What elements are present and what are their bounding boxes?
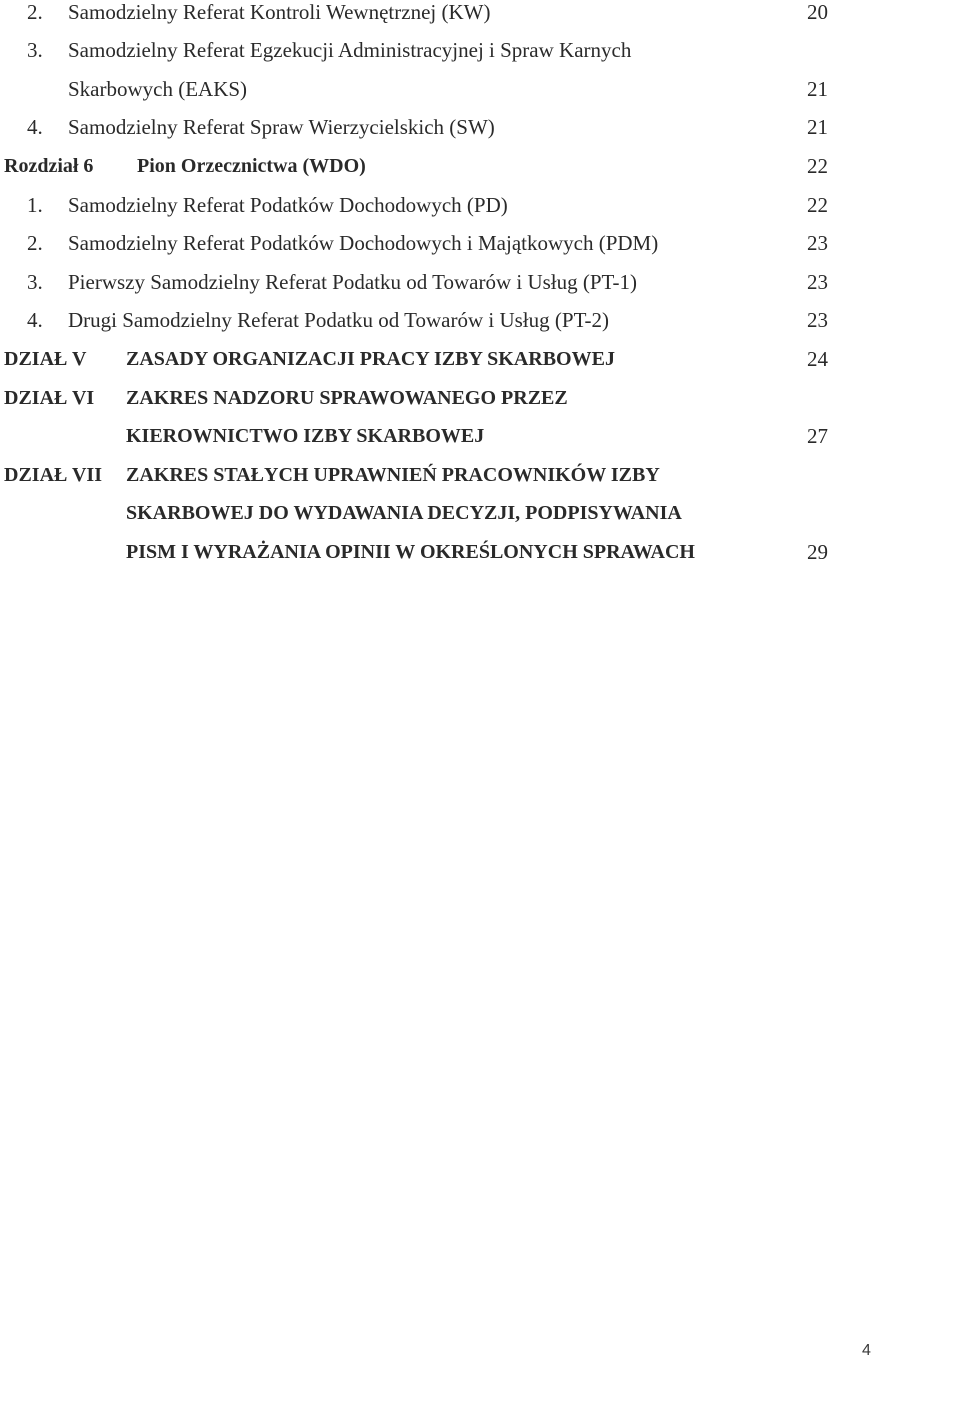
entry-page: 20 xyxy=(807,0,828,24)
entry-number: 3. xyxy=(27,38,43,62)
entry-title: Pierwszy Samodzielny Referat Podatku od Towarów i Usług (PT-1) xyxy=(68,270,637,294)
entry-number: 4. xyxy=(27,308,43,332)
toc-chapter xyxy=(0,151,960,181)
entry-number: 2. xyxy=(27,231,43,255)
entry-title: Samodzielny Referat Kontroli Wewnętrznej (KW) xyxy=(68,0,491,24)
entry-number: 3. xyxy=(27,270,43,294)
toc-entry xyxy=(0,35,960,65)
entry-page: 29 xyxy=(807,540,828,564)
toc-entry xyxy=(0,112,960,142)
page-number: 4 xyxy=(862,1342,871,1359)
toc-section-continuation xyxy=(0,421,960,451)
entry-number: 4. xyxy=(27,115,43,139)
toc-entry xyxy=(0,228,960,258)
entry-title: Samodzielny Referat Egzekucji Administracyjnej i Spraw Karnych xyxy=(68,38,632,62)
toc-section xyxy=(0,383,960,413)
section-title: ZASADY ORGANIZACJI PRACY IZBY SKARBOWEJ xyxy=(126,348,615,370)
toc-section xyxy=(0,344,960,374)
toc-entry xyxy=(0,190,960,220)
toc-entry-continuation xyxy=(0,74,960,104)
toc-entry xyxy=(0,305,960,335)
entry-page: 21 xyxy=(807,77,828,101)
entry-number: 1. xyxy=(27,193,43,217)
entry-page: 22 xyxy=(807,154,828,178)
toc-section-continuation xyxy=(0,498,960,528)
section-label: DZIAŁ VII xyxy=(4,464,102,486)
entry-title: Skarbowych (EAKS) xyxy=(68,77,248,101)
entry-page: 23 xyxy=(807,231,828,255)
entry-page: 27 xyxy=(807,424,828,448)
entry-page: 22 xyxy=(807,193,828,217)
chapter-label: Rozdział 6 xyxy=(4,155,94,177)
entry-title: Drugi Samodzielny Referat Podatku od Towarów i Usług (PT-2) xyxy=(68,308,609,332)
entry-page: 24 xyxy=(807,347,828,371)
entry-title: Samodzielny Referat Podatków Dochodowych (PD) xyxy=(68,193,508,217)
toc-entry xyxy=(0,0,960,27)
section-title: ZAKRES NADZORU SPRAWOWANEGO PRZEZ xyxy=(126,387,568,409)
entry-page: 23 xyxy=(807,308,828,332)
section-title: PISM I WYRAŻANIA OPINII W OKREŚLONYCH SPRAWACH xyxy=(126,541,695,563)
toc-entry xyxy=(0,267,960,297)
entry-number: 2. xyxy=(27,0,43,24)
entry-title: Samodzielny Referat Spraw Wierzycielskich (SW) xyxy=(68,115,495,139)
entry-title: Samodzielny Referat Podatków Dochodowych i Majątkowych (PDM) xyxy=(68,231,659,255)
section-title: KIEROWNICTWO IZBY SKARBOWEJ xyxy=(126,425,485,447)
entry-page: 21 xyxy=(807,115,828,139)
toc-section-continuation xyxy=(0,537,960,567)
toc-section xyxy=(0,460,960,490)
section-title: ZAKRES STAŁYCH UPRAWNIEŃ PRACOWNIKÓW IZBY xyxy=(126,464,660,486)
section-title: SKARBOWEJ DO WYDAWANIA DECYZJI, PODPISYWANIA xyxy=(126,502,682,524)
chapter-title: Pion Orzecznictwa (WDO) xyxy=(137,155,366,177)
entry-page: 23 xyxy=(807,270,828,294)
section-label: DZIAŁ VI xyxy=(4,387,95,409)
section-label: DZIAŁ V xyxy=(4,348,87,370)
